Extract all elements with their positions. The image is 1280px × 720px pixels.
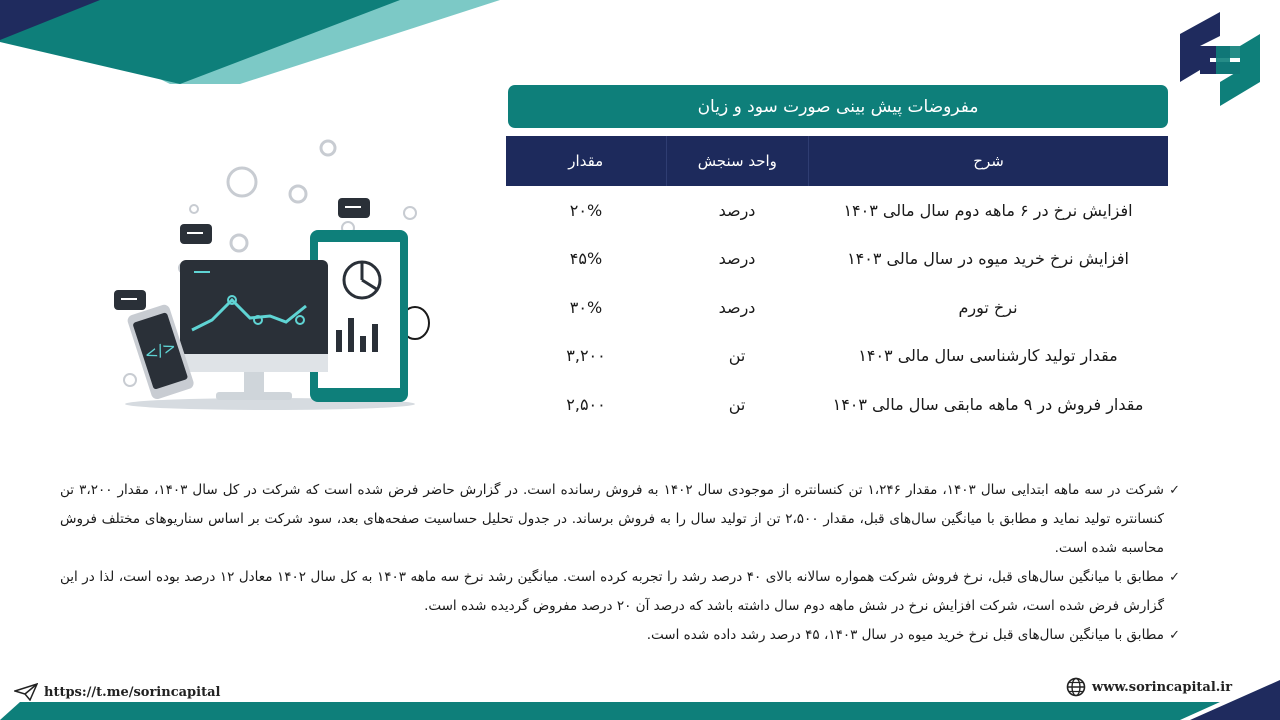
row-value: ۲۰% (569, 200, 603, 220)
check-icon: ✓ (1169, 570, 1180, 585)
header-unit: واحد سنجش (666, 136, 809, 186)
svg-text:</>: </> (141, 336, 179, 365)
table-row (506, 332, 1168, 381)
paper-plane-icon (14, 683, 38, 701)
row-value: ۳,۲۰۰ (566, 346, 606, 366)
row-value: ۳۰% (569, 297, 603, 317)
table-row (506, 186, 1168, 235)
row-description: افزایش نرخ در ۶ ماهه دوم سال مالی ۱۴۰۳ (843, 200, 1133, 220)
row-unit: درصد (718, 200, 756, 220)
company-logo (1176, 12, 1264, 106)
row-value: ۲,۵۰۰ (566, 394, 606, 414)
website-link[interactable] (1066, 677, 1232, 697)
check-icon: ✓ (1169, 483, 1180, 498)
telegram-url[interactable]: https://t.me/sorincapital (44, 684, 221, 700)
row-unit: درصد (718, 249, 756, 269)
globe-icon (1066, 677, 1086, 697)
corner-decoration (0, 0, 520, 90)
row-value: ۴۵% (569, 249, 603, 269)
telegram-link[interactable] (14, 683, 220, 701)
row-unit: تن (728, 346, 746, 366)
table-header (506, 136, 1168, 186)
list-item (60, 621, 1180, 650)
row-description: مقدار تولید کارشناسی سال مالی ۱۴۰۳ (858, 346, 1118, 366)
row-unit: تن (728, 394, 746, 414)
website-url[interactable]: www.sorincapital.ir (1092, 679, 1233, 695)
note-text: مطابق با میانگین سال‌های قبل نرخ خرید میوه در سال ۱۴۰۳، ۴۵ درصد رشد داده شده است. (646, 627, 1164, 643)
row-description: افزایش نرخ خرید میوه در سال مالی ۱۴۰۳ (847, 249, 1129, 269)
note-text: مطابق با میانگین سال‌های قبل، نرخ فروش شرکت همواره سالانه بالای ۴۰ درصد رشد را تجربه کرده است. میانگین رشد نرخ سه ماهه ۱۴۰۳ به کل سال ۱۴۰۲ معادل ۱۲ درصد بوده است، لذا در این گزارش فرض شده است، شرکت افزایش نرخ در شش ماهه دوم سال داشته باشد که درصد آن ۲۰ درصد مفروض گردیده شده است. (60, 569, 1164, 614)
row-description: نرخ تورم (958, 297, 1018, 317)
assumptions-table (506, 136, 1168, 429)
page-title: مفروضات پیش بینی صورت سود و زیان (508, 85, 1168, 128)
check-icon: ✓ (1169, 628, 1180, 643)
note-text: شرکت در سه ماهه ابتدایی سال ۱۴۰۳، مقدار ۱،۲۴۶ تن کنسانتره از موجودی سال ۱۴۰۲ به فروش رسانده است. در گزارش حاضر فرض شده است که شرکت در کل سال ۱۴۰۳، مقدار ۳،۲۰۰ تن کنسانتره تولید نماید و مطابق با میانگین سال‌های قبل، مقدار ۲،۵۰۰ تن از تولید سال را به فروش برساند. در جدول تحلیل حساسیت صفحه‌های بعد، سود شرکت بر اساس سناریوهای مختلف فروش محاسبه شده است. (60, 482, 1164, 556)
list-item (60, 563, 1180, 621)
list-item (60, 476, 1180, 563)
table-row (506, 283, 1168, 332)
notes-list (60, 476, 1180, 650)
table-row (506, 380, 1168, 429)
table-row (506, 235, 1168, 284)
row-unit: درصد (718, 297, 756, 317)
header-value: مقدار (568, 152, 604, 170)
header-description: شرح (808, 136, 1168, 186)
row-description: مقدار فروش در ۹ ماهه مابقی سال مالی ۱۴۰۳ (832, 394, 1144, 414)
analytics-illustration (100, 130, 440, 420)
